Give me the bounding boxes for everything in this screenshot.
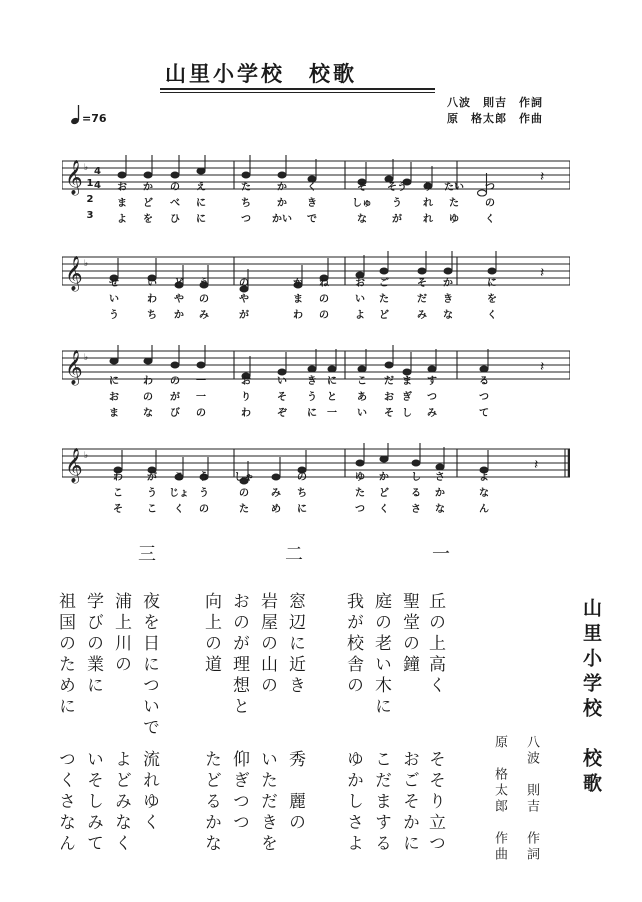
verse-3-line-3-top: 学びの業に	[83, 592, 103, 697]
staff-4-verse-3: そ こ く の た め に つ く さ な ん	[113, 504, 489, 515]
svg-text:4: 4	[94, 180, 101, 191]
staff-2-verse-1: せ い ど う の か ね お ご そ か に	[109, 278, 497, 289]
verse-3-line-1-bottom: 流れゆく	[139, 750, 159, 834]
staff-1-verse-1: 1 お か の え た か く そ そう り たい つ	[86, 178, 495, 193]
verse-2-line-4-top: 向上の道	[201, 592, 221, 676]
svg-text:♭: ♭	[84, 353, 89, 363]
staff-4-verse-1: わ が こ う しゃ の ゆ か し さ よ	[113, 472, 489, 483]
verse-1-line-2-top: 聖堂の鐘	[399, 592, 419, 676]
verse-3-line-2-top: 浦上川の	[111, 592, 131, 676]
quarter-note-icon	[70, 105, 82, 125]
tempo-marking	[70, 105, 107, 125]
staff-2-verse-3: う ち か み が わ の よ ど み な く	[109, 310, 497, 321]
composer-credit: 原 格太郎 作曲	[447, 112, 543, 125]
vertical-composer-credit: 原 格太郎 作曲	[492, 735, 507, 863]
title-rule	[160, 88, 435, 93]
svg-text:𝄽: 𝄽	[540, 169, 545, 185]
svg-text:♭: ♭	[84, 451, 89, 461]
verse-1-line-1-top: 丘の上高く	[425, 592, 445, 697]
verse-1-line-2-bottom: おごそかに	[399, 750, 419, 855]
verse-2-line-1-top: 窓辺に近き	[285, 592, 305, 697]
svg-text:𝄽: 𝄽	[540, 359, 545, 375]
verse-3-line-3-bottom: いそしみて	[83, 750, 103, 855]
staff-1-verse-2: 2 ま ど べ に ち か き しゅ う れ た の	[86, 194, 495, 209]
svg-text:𝄞: 𝄞	[65, 350, 83, 385]
verse-3-line-4-top: 祖国のために	[55, 592, 75, 718]
verse-1-line-4-top: 我が校舎の	[343, 592, 363, 697]
verse-2-line-3-bottom: 仰ぎつつ	[229, 750, 249, 834]
svg-text:♭: ♭	[84, 259, 89, 269]
verse-3-line-4-bottom: つくさなん	[55, 750, 75, 855]
svg-text:♭: ♭	[84, 163, 89, 173]
verse-2-line-4-bottom: たどるかな	[201, 750, 221, 855]
verse-1-line-3-top: 庭の老い木に	[371, 592, 391, 718]
verse-2-line-1-bottom: 秀 麗の	[285, 750, 305, 834]
staff-4-verse-2: こ う じょ う の み ち た ど る か な	[113, 488, 489, 499]
svg-text:4: 4	[94, 166, 101, 177]
verse-3-line-1-top: 夜を日についで	[139, 592, 159, 739]
song-title: 山里小学校 校歌	[165, 61, 357, 86]
verse-2-line-2-top: 岩屋の山の	[257, 592, 277, 697]
verse-2-line-3-top: おのが理想と	[229, 592, 249, 718]
svg-text:𝄞: 𝄞	[65, 160, 83, 195]
verse-2-line-2-bottom: いただきを	[257, 750, 277, 855]
staff-3-verse-3: ま な び の わ ぞ に 一 い そ し み て	[109, 408, 489, 419]
svg-text:𝄽: 𝄽	[534, 457, 539, 473]
verse-1-line-3-bottom: こだまする	[371, 750, 391, 855]
staff-1-verse-3: 3 よ を ひ に つ かい で な が れ ゆ く	[86, 210, 495, 225]
tempo-value: =76	[82, 112, 107, 125]
staff-2-verse-2: い わ や の や ま の い た だ き を	[109, 294, 497, 305]
vertical-song-title: 山里小学校 校歌	[580, 598, 602, 798]
staff-3-verse-2: お の が 一 り そ う と あ お ぎ つ つ	[109, 392, 489, 403]
svg-text:𝄞: 𝄞	[65, 256, 83, 291]
svg-text:𝄞: 𝄞	[65, 448, 83, 483]
verse-3-line-2-bottom: よどみなく	[111, 750, 131, 855]
verse-number-3: 三	[138, 544, 156, 565]
staff-4	[62, 420, 570, 515]
verse-number-1: 一	[432, 544, 450, 565]
vertical-lyricist-credit: 八波 則吉 作詞	[524, 735, 539, 863]
verse-1-line-4-bottom: ゆかしさよ	[343, 750, 363, 855]
staff-3-verse-1: に わ の 一 お い き に こ だ ま す る	[109, 376, 489, 387]
verse-number-2: 二	[285, 544, 303, 565]
svg-text:𝄽: 𝄽	[540, 265, 545, 281]
verse-1-line-1-bottom: そそり立つ	[425, 750, 445, 855]
lyricist-credit: 八波 則吉 作詞	[447, 96, 543, 109]
